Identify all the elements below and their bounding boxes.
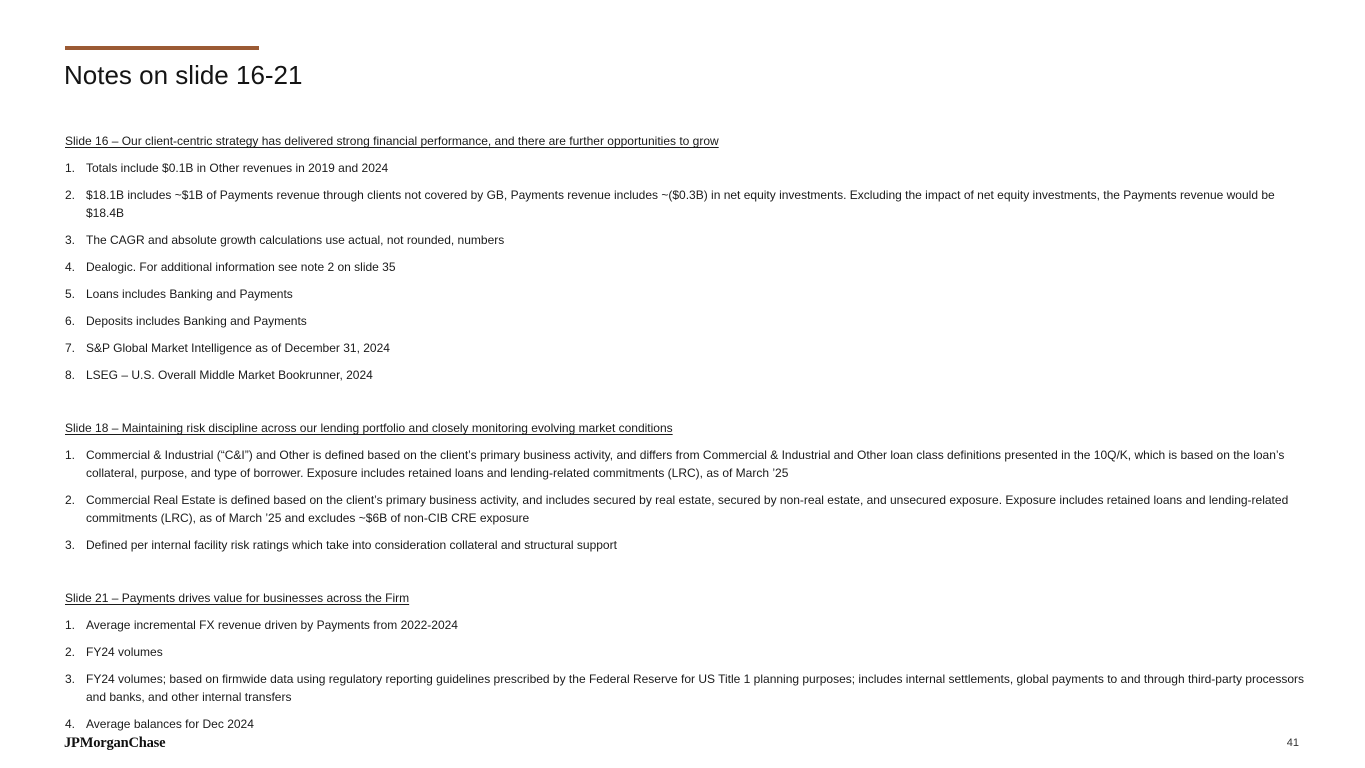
- note-number: 1.: [65, 448, 76, 462]
- note-item: [65, 670, 1305, 706]
- note-text: Average incremental FX revenue driven by Payments from 2022-2024: [86, 618, 458, 632]
- note-text: Average balances for Dec 2024: [86, 717, 254, 731]
- note-item: [65, 312, 1305, 330]
- note-item: [65, 616, 1305, 634]
- note-number: 7.: [65, 341, 76, 355]
- note-item: [65, 186, 1305, 222]
- note-text: Commercial & Industrial (“C&I”) and Other is defined based on the client’s primary business activity, and differs from Commercial & Industrial and Other loan class definitions presented in the 10Q/K, which is based on the loan’s collateral, purpose, and type of borrower. Exposure includes retained loans and lending-related commitments (LRC), as of March ’25: [86, 448, 1285, 480]
- section-heading: Slide 18 – Maintaining risk discipline across our lending portfolio and closely monitoring evolving market conditions: [65, 421, 673, 435]
- note-item: [65, 446, 1305, 482]
- note-number: 4.: [65, 717, 76, 731]
- note-item: [65, 339, 1305, 357]
- page-title: Notes on slide 16-21: [64, 60, 303, 90]
- note-number: 1.: [65, 161, 76, 175]
- note-number: 6.: [65, 314, 76, 328]
- note-list: [65, 446, 1305, 554]
- note-text: FY24 volumes: [86, 645, 163, 659]
- note-text: S&P Global Market Intelligence as of December 31, 2024: [86, 341, 390, 355]
- note-text: Commercial Real Estate is defined based on the client’s primary business activity, and includes secured by real estate, secured by non-real estate, and unsecured exposure. Exposure includes retained loans and lending-related commitments (LRC), as of March ’25 and excludes ~$6B of non-CIB CRE exposure: [86, 493, 1289, 525]
- note-item: [65, 491, 1305, 527]
- company-logo: JPMorganChase: [64, 735, 166, 751]
- note-number: 8.: [65, 368, 76, 382]
- note-number: 2.: [65, 493, 76, 507]
- note-number: 5.: [65, 287, 76, 301]
- note-text: Defined per internal facility risk ratings which take into consideration collateral and structural support: [86, 538, 617, 552]
- section-heading: Slide 16 – Our client-centric strategy has delivered strong financial performance, and there are further opportunities to grow: [65, 134, 719, 148]
- section-heading: Slide 21 – Payments drives value for businesses across the Firm: [65, 591, 410, 605]
- note-list: [65, 616, 1305, 733]
- note-item: [65, 536, 1305, 554]
- note-item: [65, 159, 1305, 177]
- note-text: Deposits includes Banking and Payments: [86, 314, 307, 328]
- note-number: 3.: [65, 233, 76, 247]
- note-text: $18.1B includes ~$1B of Payments revenue through clients not covered by GB, Payments revenue includes ~($0.3B) in net equity investments. Excluding the impact of net equity investments, the Payments revenue would be $18.4B: [86, 188, 1275, 220]
- note-number: 3.: [65, 538, 76, 552]
- note-item: [65, 715, 1305, 733]
- note-item: [65, 231, 1305, 249]
- note-item: [65, 643, 1305, 661]
- notes-body: [65, 132, 1305, 768]
- note-text: Dealogic. For additional information see note 2 on slide 35: [86, 260, 396, 274]
- title-accent-bar: [65, 46, 259, 50]
- note-number: 2.: [65, 188, 76, 202]
- notes-section-slide-18: [65, 419, 1305, 554]
- note-number: 3.: [65, 672, 76, 686]
- note-number: 1.: [65, 618, 76, 632]
- note-text: FY24 volumes; based on firmwide data using regulatory reporting guidelines prescribed by the Federal Reserve for US Title 1 planning purposes; includes internal settlements, global payments to and through third-party processors and banks, and other internal transfers: [86, 672, 1304, 704]
- page-number: 41: [1286, 737, 1299, 749]
- note-number: 2.: [65, 645, 76, 659]
- note-item: [65, 366, 1305, 384]
- note-item: [65, 258, 1305, 276]
- notes-section-slide-21: [65, 589, 1305, 733]
- note-text: LSEG – U.S. Overall Middle Market Bookrunner, 2024: [86, 368, 373, 382]
- notes-section-slide-16: [65, 132, 1305, 384]
- note-item: [65, 285, 1305, 303]
- note-number: 4.: [65, 260, 76, 274]
- note-text: Totals include $0.1B in Other revenues in 2019 and 2024: [86, 161, 389, 175]
- note-list: [65, 159, 1305, 384]
- note-text: Loans includes Banking and Payments: [86, 287, 293, 301]
- note-text: The CAGR and absolute growth calculations use actual, not rounded, numbers: [86, 233, 505, 247]
